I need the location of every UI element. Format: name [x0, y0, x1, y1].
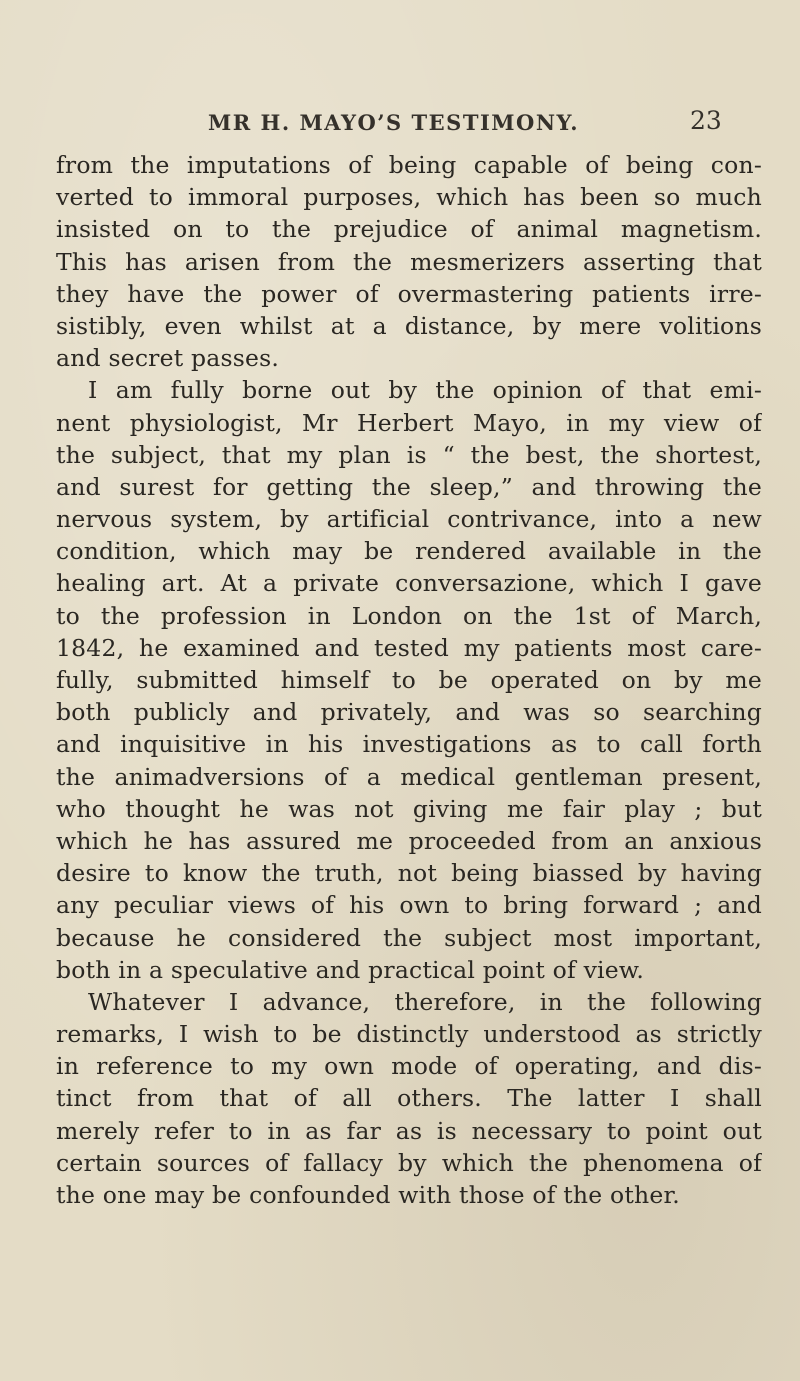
text-line: fully, submitted himself to be operated on by me [56, 666, 762, 694]
text-line: I am fully borne out by the opinion of that emi- [88, 376, 762, 405]
text-line: they have the power of overmastering patients irre- [56, 279, 762, 308]
text-line: both publicly and privately, and was so searching [56, 698, 762, 727]
text-line: remarks, I wish to be distinctly understood as strictly [56, 1020, 762, 1049]
text-line: 1842, he examined and tested my patients most care- [56, 633, 762, 662]
text-line: desire to know the truth, not being biassed by having [56, 859, 762, 888]
text-line: the one may be confounded with those of the other. [56, 1181, 680, 1209]
text-line: any peculiar views of his own to bring forward ; and [56, 891, 762, 920]
text-line: nervous system, by artificial contrivance, into a new [56, 505, 762, 534]
text-line: This has arisen from the mesmerizers asserting that [56, 247, 762, 276]
text-line: to the profession in London on the 1st of March, [56, 601, 762, 630]
running-head [0, 106, 800, 140]
text-line: verted to immoral purposes, which has been so much [56, 183, 762, 212]
text-line: insisted on to the prejudice of animal magnetism. [56, 215, 762, 244]
text-line: both in a speculative and practical point of view. [56, 955, 645, 984]
text-line: and surest for getting the sleep,” and throwing the [56, 472, 762, 501]
text-line: tinct from that of all others. The latter I shall [56, 1084, 762, 1113]
body-text [56, 149, 762, 1211]
text-line: and secret passes. [56, 344, 280, 373]
text-line: and inquisitive in his investigations as to call forth [56, 730, 762, 759]
text-line: merely refer to in as far as is necessary to point out [56, 1116, 762, 1145]
text-line: healing art. At a private conversazione, which I gave [56, 569, 762, 598]
text-line: the subject, that my plan is “ the best, the shortest, [56, 440, 762, 469]
text-line: certain sources of fallacy by which the phenomena of [56, 1148, 762, 1177]
text-line: Whatever I advance, therefore, in the following [88, 987, 762, 1016]
text-line: sistibly, even whilst at a distance, by mere volitions [56, 311, 762, 340]
text-line: the animadversions of a medical gentleman present, [56, 762, 762, 791]
text-line: from the imputations of being capable of being con- [56, 151, 762, 179]
text-line: because he considered the subject most important, [56, 923, 762, 952]
text-line: which he has assured me proceeded from an anxious [56, 826, 762, 855]
text-line: condition, which may be rendered available in the [56, 537, 762, 566]
text-line: nent physiologist, Mr Herbert Mayo, in my view of [56, 408, 762, 437]
running-title: MR H. MAYO’S TESTIMONY. [208, 110, 580, 135]
text-line: who thought he was not giving me fair play ; but [56, 794, 762, 823]
page-number: 23 [690, 106, 722, 135]
text-line: in reference to my own mode of operating, and dis- [56, 1052, 762, 1081]
